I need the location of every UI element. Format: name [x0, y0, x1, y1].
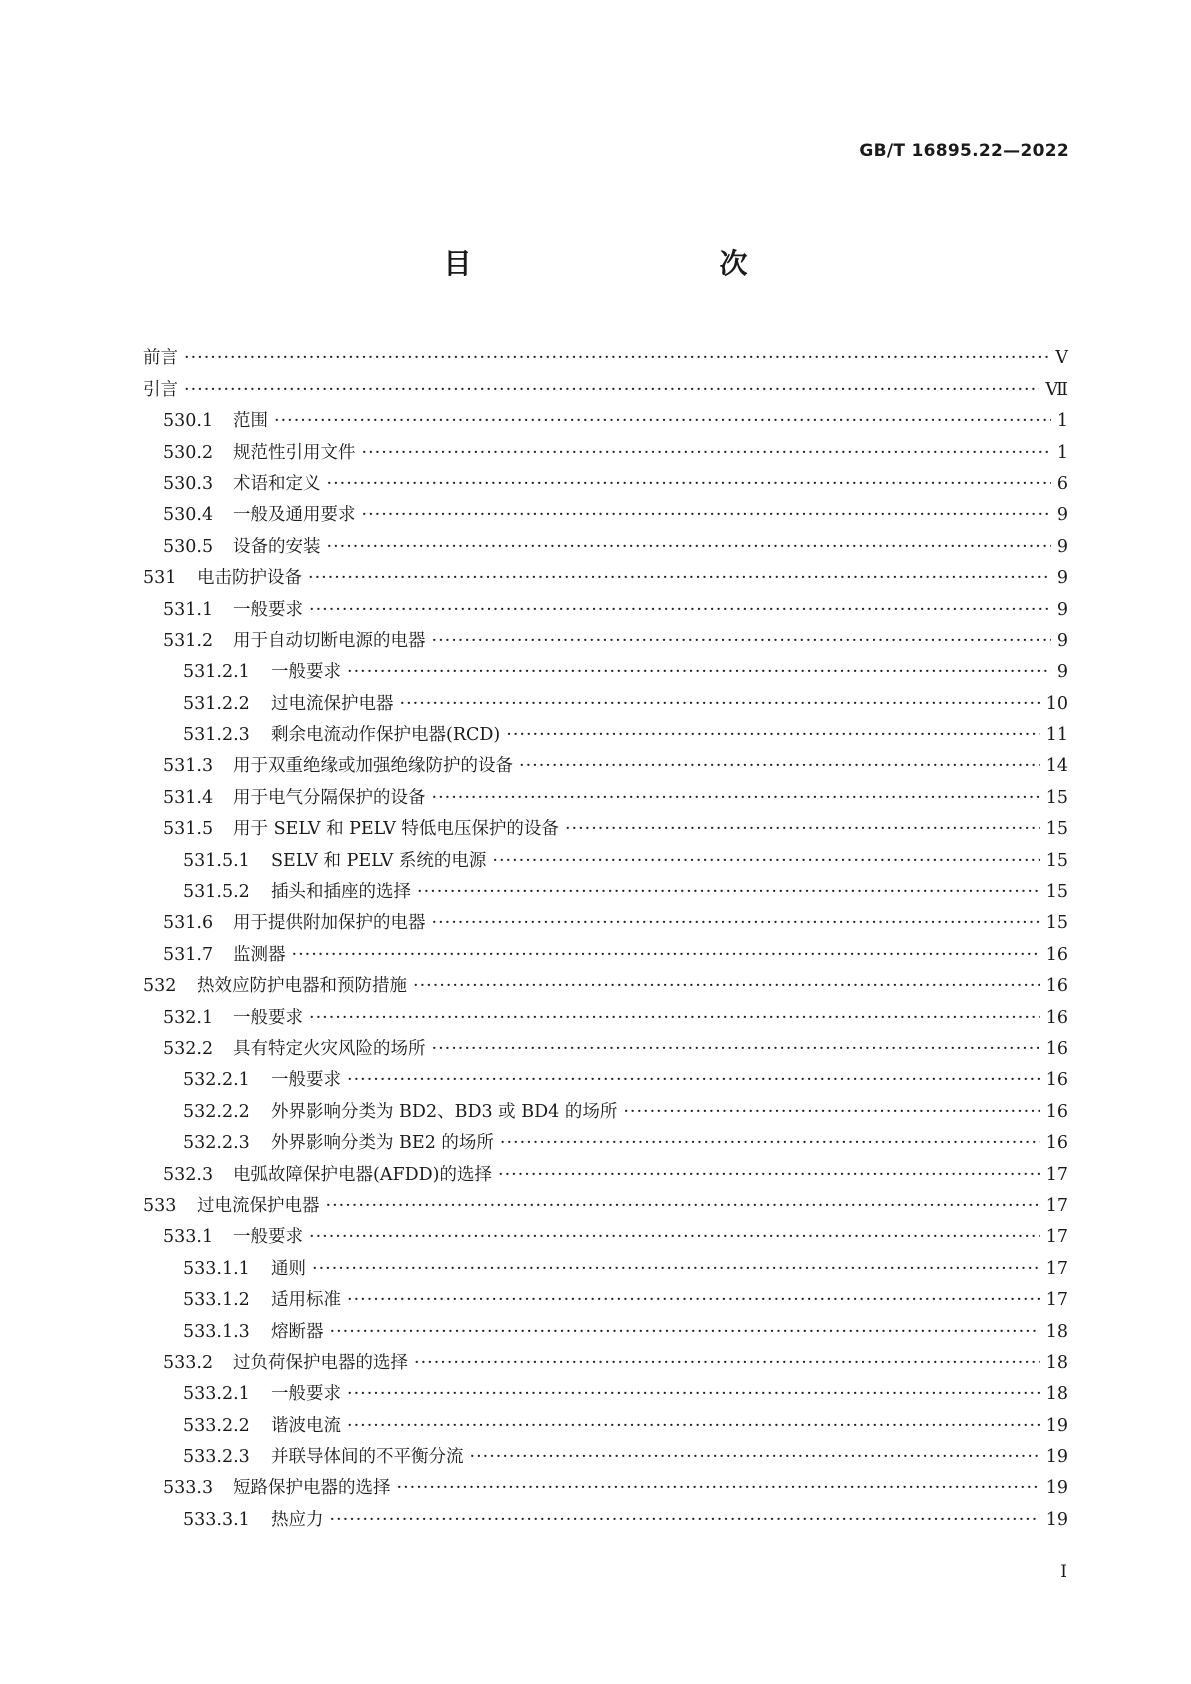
dot-leader — [414, 1352, 1040, 1374]
toc-entry[interactable] — [143, 558, 1068, 589]
toc-entry-number: 533.2.1 — [183, 1384, 250, 1405]
toc-entry-number: 533.3 — [163, 1478, 214, 1499]
toc-entry-number: 532.2.1 — [183, 1070, 250, 1091]
dot-leader — [565, 818, 1040, 840]
standard-code: GB/T 16895.22—2022 — [859, 141, 1069, 161]
toc-entry[interactable] — [143, 1343, 1068, 1374]
dot-leader — [184, 379, 1039, 401]
toc-entry-label: 通则 — [271, 1258, 306, 1279]
toc-entry[interactable] — [143, 903, 1068, 934]
toc-entry-label: 用于 SELV 和 PELV 特低电压保护的设备 — [233, 819, 559, 840]
toc-entry-number: 532.2.3 — [183, 1133, 250, 1154]
toc-entry[interactable] — [143, 872, 1068, 903]
toc-entry-page: 9 — [1056, 599, 1068, 620]
toc-entry-number: 531.5 — [163, 819, 214, 840]
toc-entry-label: 过电流保护电器 — [271, 693, 394, 714]
toc-entry-number: 533.1 — [163, 1227, 214, 1248]
toc-entry-page: 17 — [1045, 1227, 1068, 1248]
toc-entry-label: 用于提供附加保护的电器 — [233, 913, 426, 934]
toc-entry-label: 电弧故障保护电器(AFDD)的选择 — [233, 1164, 492, 1185]
dot-leader — [498, 1164, 1040, 1186]
toc-entry[interactable] — [143, 1091, 1068, 1122]
toc-entry-label: 熔断器 — [271, 1321, 324, 1342]
toc-entry-label: 用于双重绝缘或加强绝缘防护的设备 — [233, 756, 513, 777]
toc-entry-page: 19 — [1045, 1478, 1068, 1499]
toc-entry-page: 18 — [1045, 1321, 1068, 1342]
toc-entry-label: 剩余电流动作保护电器(RCD) — [271, 725, 501, 746]
toc-entry-number: 532.2.2 — [183, 1101, 250, 1122]
dot-leader — [500, 1132, 1040, 1154]
toc-entry-number: 530.1 — [163, 411, 214, 432]
toc-entry[interactable] — [143, 966, 1068, 997]
toc-entry-label: 引言 — [143, 379, 178, 400]
toc-entry[interactable] — [143, 777, 1068, 808]
toc-entry[interactable] — [143, 1437, 1068, 1468]
toc-entry-page: Ⅶ — [1045, 379, 1068, 400]
toc-entry[interactable] — [143, 495, 1068, 526]
toc-entry-number: 530.5 — [163, 536, 214, 557]
toc-entry-number: 531.2.1 — [183, 662, 250, 683]
toc-entry-label: 用于自动切断电源的电器 — [233, 630, 426, 651]
toc-entry-number: 531.5.1 — [183, 850, 250, 871]
toc-entry-page: 17 — [1045, 1164, 1068, 1185]
toc-entry-page: 16 — [1045, 1070, 1068, 1091]
toc-entry-page: 10 — [1045, 693, 1068, 714]
toc-entry-label: 范围 — [233, 411, 268, 432]
toc-entry-number: 531 — [143, 568, 177, 589]
toc-entry[interactable] — [143, 652, 1068, 683]
toc-entry-number: 530.4 — [163, 505, 214, 526]
dot-leader — [432, 630, 1051, 652]
toc-entry[interactable] — [143, 1123, 1068, 1154]
toc-entry-page: 9 — [1056, 630, 1068, 651]
toc-entry-label: 电击防护设备 — [197, 568, 302, 589]
toc-entry-label: SELV 和 PELV 系统的电源 — [271, 850, 487, 871]
toc-entry-page: 9 — [1056, 568, 1068, 589]
toc-entry-page: 15 — [1045, 819, 1068, 840]
toc-entry[interactable] — [143, 464, 1068, 495]
dot-leader — [492, 850, 1039, 872]
toc-entry-number: 533.3.1 — [183, 1509, 250, 1530]
toc-entry-number: 533.2 — [163, 1352, 214, 1373]
toc-entry-number: 531.5.2 — [183, 882, 250, 903]
toc-entry-number: 532.1 — [163, 1007, 214, 1028]
toc-entry-label: 术语和定义 — [233, 473, 321, 494]
table-of-contents — [143, 338, 1068, 1531]
toc-entry-page: 15 — [1045, 850, 1068, 871]
toc-entry-number: 532.2 — [163, 1038, 214, 1059]
dot-leader — [347, 1069, 1040, 1091]
toc-entry-page: 16 — [1045, 944, 1068, 965]
toc-entry-label: 一般要求 — [271, 1070, 341, 1091]
toc-entry-page: 19 — [1045, 1415, 1068, 1436]
dot-leader — [330, 1321, 1040, 1343]
dot-leader — [432, 787, 1040, 809]
toc-entry[interactable] — [143, 1499, 1068, 1530]
dot-leader — [292, 944, 1040, 966]
toc-entry[interactable] — [143, 1154, 1068, 1185]
toc-entry[interactable] — [143, 1468, 1068, 1499]
toc-entry[interactable] — [143, 589, 1068, 620]
toc-entry[interactable] — [143, 1405, 1068, 1436]
toc-entry-label: 并联导体间的不平衡分流 — [271, 1447, 464, 1468]
toc-entry[interactable] — [143, 432, 1068, 463]
dot-leader — [308, 567, 1051, 589]
toc-entry-page: 15 — [1045, 787, 1068, 808]
toc-entry[interactable] — [143, 1248, 1068, 1279]
dot-leader — [327, 536, 1051, 558]
toc-entry-number: 533.1.3 — [183, 1321, 250, 1342]
toc-entry-page: 14 — [1045, 756, 1068, 777]
toc-entry-page: 19 — [1045, 1509, 1068, 1530]
toc-entry-page: 17 — [1045, 1258, 1068, 1279]
toc-entry[interactable] — [143, 1217, 1068, 1248]
toc-entry-label: 短路保护电器的选择 — [233, 1478, 391, 1499]
page-number: Ⅰ — [1060, 1562, 1067, 1582]
toc-entry-label: 设备的安装 — [233, 536, 321, 557]
toc-entry[interactable] — [143, 1060, 1068, 1091]
toc-entry-page: 17 — [1045, 1195, 1068, 1216]
dot-leader — [326, 1195, 1040, 1217]
toc-entry[interactable] — [143, 621, 1068, 652]
toc-entry-number: 530.2 — [163, 442, 214, 463]
toc-entry[interactable] — [143, 809, 1068, 840]
toc-entry[interactable] — [143, 1374, 1068, 1405]
toc-entry-label: 前言 — [143, 348, 178, 369]
toc-entry-number: 531.2.3 — [183, 725, 250, 746]
toc-entry-page: 15 — [1045, 882, 1068, 903]
dot-leader — [362, 442, 1051, 464]
toc-entry-label: 监测器 — [233, 944, 286, 965]
toc-entry-page: 9 — [1056, 505, 1068, 526]
toc-entry-number: 533.1.2 — [183, 1290, 250, 1311]
toc-entry-label: 一般要求 — [271, 662, 341, 683]
toc-entry-number: 531.2.2 — [183, 693, 250, 714]
toc-entry-page: 19 — [1045, 1447, 1068, 1468]
dot-leader — [400, 693, 1040, 715]
toc-entry[interactable] — [143, 1311, 1068, 1342]
toc-entry-page: 9 — [1056, 662, 1068, 683]
dot-leader — [506, 724, 1039, 746]
toc-entry-label: 用于电气分隔保护的设备 — [233, 787, 426, 808]
dot-leader — [347, 661, 1051, 683]
toc-entry[interactable] — [143, 1280, 1068, 1311]
toc-entry-label: 热应力 — [271, 1509, 324, 1530]
dot-leader — [309, 1007, 1040, 1029]
toc-entry-label: 一般要求 — [233, 1227, 303, 1248]
dot-leader — [362, 504, 1051, 526]
toc-entry-page: 18 — [1045, 1384, 1068, 1405]
page-title: 目 次 — [443, 247, 812, 280]
toc-entry[interactable] — [143, 401, 1068, 432]
toc-entry[interactable] — [143, 997, 1068, 1028]
toc-entry[interactable] — [143, 683, 1068, 714]
toc-entry-page: 1 — [1056, 442, 1068, 463]
dot-leader — [519, 755, 1040, 777]
dot-leader — [312, 1258, 1040, 1280]
toc-entry-number: 533.1.1 — [183, 1258, 250, 1279]
dot-leader — [274, 410, 1051, 432]
dot-leader — [347, 1415, 1040, 1437]
toc-entry-page: 16 — [1045, 1038, 1068, 1059]
toc-entry-page: 15 — [1045, 913, 1068, 934]
dot-leader — [309, 599, 1051, 621]
dot-leader — [432, 912, 1040, 934]
toc-entry-label: 适用标准 — [271, 1290, 341, 1311]
toc-entry-number: 531.1 — [163, 599, 214, 620]
toc-entry-page: 11 — [1045, 725, 1068, 746]
toc-entry-label: 一般要求 — [233, 599, 303, 620]
toc-entry-label: 谐波电流 — [271, 1415, 341, 1436]
toc-entry-label: 一般及通用要求 — [233, 505, 356, 526]
toc-entry-page: 16 — [1045, 976, 1068, 997]
toc-entry-number: 530.3 — [163, 473, 214, 494]
toc-entry-number: 531.7 — [163, 944, 214, 965]
dot-leader — [330, 1509, 1040, 1531]
dot-leader — [432, 1038, 1040, 1060]
dot-leader — [327, 473, 1051, 495]
toc-entry-number: 533.2.3 — [183, 1447, 250, 1468]
toc-entry-label: 一般要求 — [271, 1384, 341, 1405]
toc-entry-number: 531.6 — [163, 913, 214, 934]
dot-leader — [470, 1446, 1040, 1468]
toc-entry-number: 533 — [143, 1195, 177, 1216]
toc-entry-label: 过负荷保护电器的选择 — [233, 1352, 408, 1373]
toc-entry[interactable] — [143, 715, 1068, 746]
dot-leader — [623, 1101, 1039, 1123]
toc-entry-number: 532.3 — [163, 1164, 214, 1185]
toc-entry[interactable] — [143, 526, 1068, 557]
toc-entry-page: 1 — [1056, 411, 1068, 432]
toc-entry-label: 规范性引用文件 — [233, 442, 356, 463]
toc-entry[interactable] — [143, 1029, 1068, 1060]
toc-entry-label: 一般要求 — [233, 1007, 303, 1028]
toc-entry-number: 533.2.2 — [183, 1415, 250, 1436]
toc-entry-label: 外界影响分类为 BD2、BD3 或 BD4 的场所 — [271, 1101, 618, 1122]
toc-entry[interactable] — [143, 369, 1068, 400]
toc-entry-label: 过电流保护电器 — [197, 1195, 320, 1216]
toc-entry-page: 18 — [1045, 1352, 1068, 1373]
toc-entry-page: 17 — [1045, 1290, 1068, 1311]
toc-entry-page: 9 — [1056, 536, 1068, 557]
toc-entry-number: 531.4 — [163, 787, 214, 808]
dot-leader — [397, 1477, 1040, 1499]
toc-entry-page: 6 — [1056, 473, 1068, 494]
dot-leader — [347, 1383, 1040, 1405]
toc-entry-number: 531.2 — [163, 630, 214, 651]
toc-entry-page: 16 — [1045, 1133, 1068, 1154]
toc-entry[interactable] — [143, 338, 1068, 369]
dot-leader — [417, 881, 1040, 903]
toc-entry-page: 16 — [1045, 1007, 1068, 1028]
toc-entry-page: Ⅴ — [1055, 348, 1068, 369]
toc-entry[interactable] — [143, 840, 1068, 871]
dot-leader — [413, 975, 1040, 997]
dot-leader — [347, 1289, 1040, 1311]
toc-entry-label: 具有特定火灾风险的场所 — [233, 1038, 426, 1059]
toc-entry-number: 531.3 — [163, 756, 214, 777]
toc-entry-number: 532 — [143, 976, 177, 997]
toc-entry-label: 热效应防护电器和预防措施 — [197, 976, 407, 997]
toc-entry-page: 16 — [1045, 1101, 1068, 1122]
toc-entry[interactable] — [143, 1186, 1068, 1217]
toc-entry[interactable] — [143, 746, 1068, 777]
toc-entry[interactable] — [143, 934, 1068, 965]
toc-entry-label: 外界影响分类为 BE2 的场所 — [271, 1133, 494, 1154]
dot-leader — [184, 347, 1049, 369]
toc-entry-label: 插头和插座的选择 — [271, 882, 411, 903]
dot-leader — [309, 1226, 1040, 1248]
